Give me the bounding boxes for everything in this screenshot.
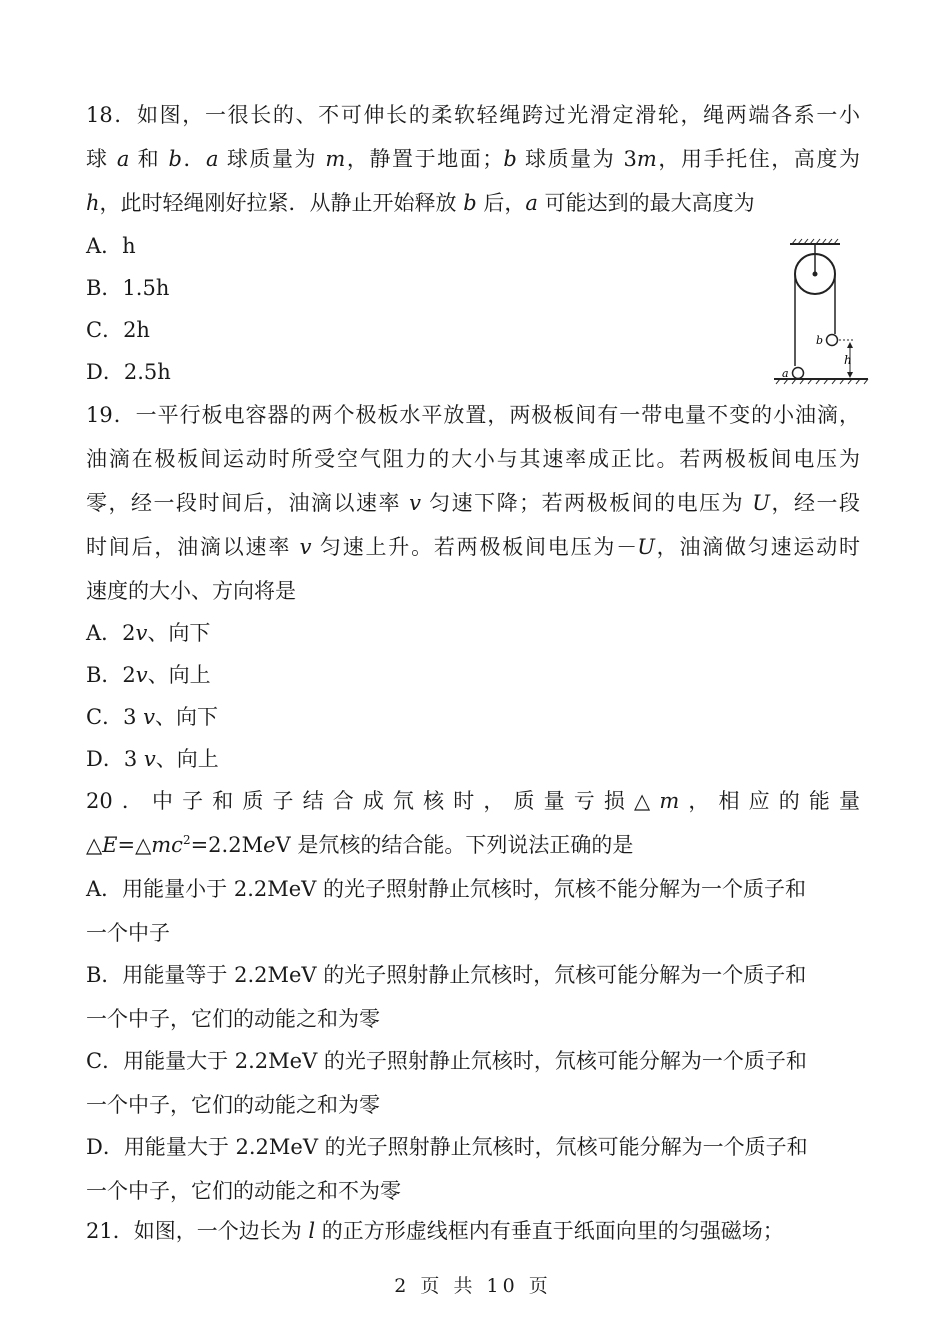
q20-option-b-line-2: 一个中子，它们的动能之和为零 — [86, 1007, 380, 1031]
q20-option-d-line-2: 一个中子，它们的动能之和不为零 — [86, 1179, 401, 1203]
q20-line-1: 20．中子和质子结合成氘核时，质量亏损△m，相应的能量 — [86, 789, 861, 813]
q19-line-1: 19．一平行板电容器的两个极板水平放置，两极板间有一带电量不变的小油滴， — [86, 403, 860, 427]
q18-line-1: 18．如图，一很长的、不可伸长的柔软轻绳跨过光滑定滑轮，绳两端各系一小 — [86, 103, 860, 127]
q20-option-b-line-1: B．用能量等于 2.2MeV 的光子照射静止氘核时，氘核可能分解为一个质子和 — [86, 963, 807, 987]
ground — [774, 379, 868, 384]
q18-option-a: A．h — [86, 234, 136, 258]
q19-line-3: 零，经一段时间后，油滴以速率 v 匀速下降；若两极板间的电压为 U，经一段 — [86, 491, 860, 515]
q20-option-a-line-2: 一个中子 — [86, 921, 170, 945]
q20-option-c-line-2: 一个中子，它们的动能之和为零 — [86, 1093, 380, 1117]
height-marker — [839, 340, 855, 378]
q19-line-4: 时间后，油滴以速率 v 匀速上升。若两极板间电压为－U，油滴做匀速运动时 — [86, 535, 860, 559]
q19-line-5: 速度的大小、方向将是 — [86, 579, 296, 603]
label-h: h — [844, 353, 852, 367]
label-a: a — [782, 367, 789, 380]
q20-line-2: $\triangle E=\triangle mc^2=2.2MeV$ 是氘核的结合能。下列说法正确的是 — [86, 833, 634, 857]
ball-a — [793, 368, 804, 379]
q21-line-1: 21．如图，一个边长为 l 的正方形虚线框内有垂直于纸面向里的匀强磁场； — [86, 1219, 784, 1243]
ceiling-support — [790, 239, 840, 274]
pulley-diagram — [760, 236, 872, 386]
q18-option-b: B．1.5h — [86, 276, 170, 300]
page-footer: 2 页 共 10 页 — [394, 1275, 552, 1297]
q20-option-c-line-1: C．用能量大于 2.2MeV 的光子照射静止氘核时，氘核可能分解为一个质子和 — [86, 1049, 807, 1073]
ball-b — [827, 335, 838, 346]
q20-option-d-line-1: D．用能量大于 2.2MeV 的光子照射静止氘核时，氘核可能分解为一个质子和 — [86, 1135, 808, 1159]
q18-option-c: C．2h — [86, 318, 150, 342]
q19-option-d: D．3 v、向上 — [86, 747, 219, 771]
q19-option-c: C．3 v、向下 — [86, 705, 218, 729]
label-b: b — [816, 334, 824, 347]
q19-option-a: A．2v、向下 — [86, 621, 211, 645]
q19-line-2: 油滴在极板间运动时所受空气阻力的大小与其速率成正比。若两极板间电压为 — [86, 447, 860, 471]
q18-line-3: h，此时轻绳刚好拉紧．从静止开始释放 b 后，a 可能达到的最大高度为 — [86, 191, 755, 215]
q19-option-b: B．2v、向上 — [86, 663, 211, 687]
q18-option-d: D．2.5h — [86, 360, 171, 384]
q18-line-2: 球 a 和 b．a 球质量为 m，静置于地面；b 球质量为 3m，用手托住，高度为 — [86, 147, 861, 171]
q20-option-a-line-1: A．用能量小于 2.2MeV 的光子照射静止氘核时，氘核不能分解为一个质子和 — [86, 877, 807, 901]
